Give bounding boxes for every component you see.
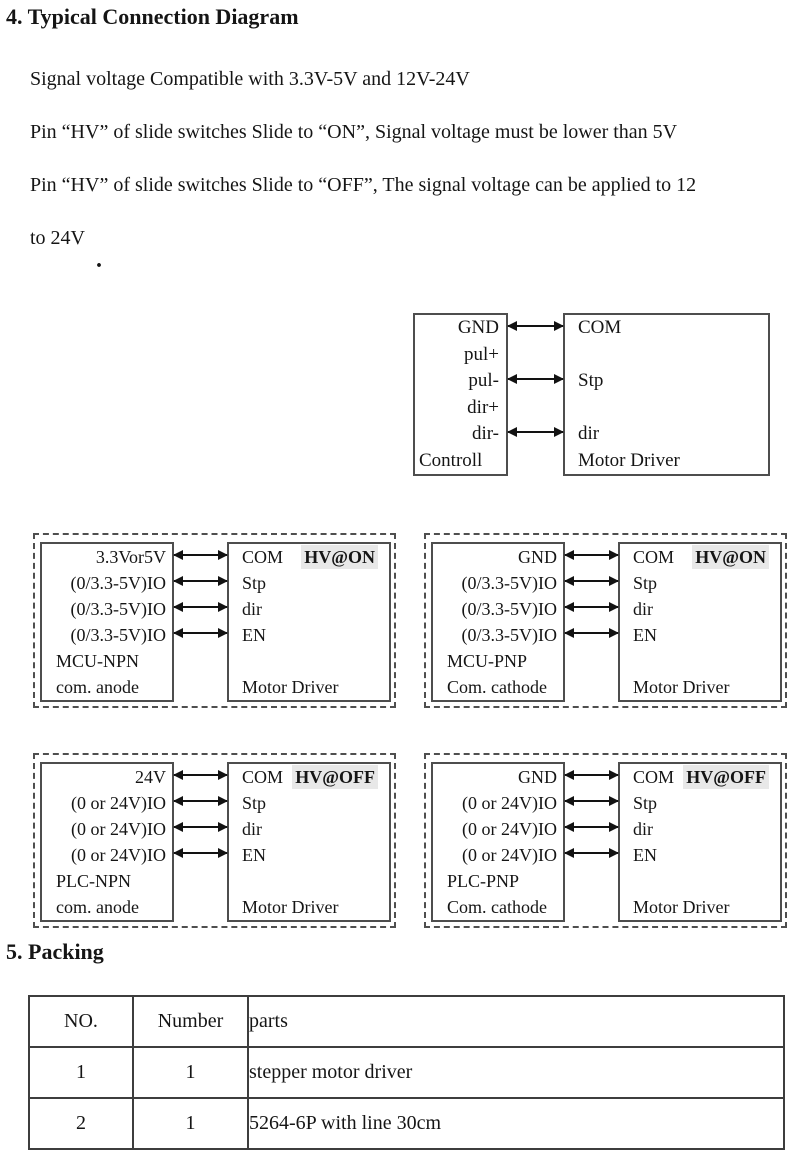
table-row (29, 1047, 784, 1098)
bidirectional-arrow (174, 826, 227, 828)
controller-box (413, 313, 508, 476)
table-header-cell: NO. (29, 996, 133, 1047)
box-subtitle: com. anode (56, 677, 139, 697)
box-title: Controll (419, 449, 483, 471)
box-subtitle: Com. cathode (447, 677, 547, 697)
mcu-npn-box (40, 542, 174, 702)
pin-label: Stp (242, 573, 267, 593)
intro-paragraphs (30, 53, 696, 265)
box-title: Motor Driver (578, 449, 680, 471)
diagram-mcu-npn (33, 533, 396, 708)
pin-label: (0 or 24V)IO (71, 845, 166, 865)
table-cell: stepper motor driver (248, 1047, 784, 1098)
pin-label: COM (578, 317, 622, 338)
pin-label: (0 or 24V)IO (71, 793, 166, 813)
pin-label: 3.3Vor5V (95, 547, 166, 567)
bidirectional-arrow (565, 852, 618, 854)
pin-label: Stp (633, 573, 658, 593)
table-cell: 1 (133, 1047, 248, 1098)
pin-label: GND (518, 767, 557, 787)
pin-label: EN (633, 845, 657, 865)
pin-label: 24V (135, 767, 166, 787)
pin-label: Stp (633, 793, 658, 813)
box-title: PLC-NPN (56, 871, 132, 891)
box-title: Motor Driver (242, 677, 339, 697)
pin-label: (0 or 24V)IO (71, 819, 166, 839)
hv-mode-badge: HV@OFF (683, 765, 769, 789)
pin-label: EN (633, 625, 657, 645)
bidirectional-arrow (174, 800, 227, 802)
bidirectional-arrow (565, 554, 618, 556)
pin-label: COM (242, 547, 284, 567)
bidirectional-arrow (174, 632, 227, 634)
pin-label: dir (633, 819, 653, 839)
pin-label: dir (578, 423, 600, 444)
hv-mode-badge: HV@OFF (292, 765, 378, 789)
bidirectional-arrow (565, 632, 618, 634)
box-title: MCU-NPN (56, 651, 140, 671)
bidirectional-arrow (565, 800, 618, 802)
plc-pnp-box (431, 762, 565, 922)
paragraph-line: Signal voltage Compatible with 3.3V-5V and 12V-24V (30, 68, 470, 90)
bidirectional-arrow (174, 774, 227, 776)
pin-label: pul+ (464, 343, 499, 365)
box-title: Motor Driver (633, 677, 730, 697)
stray-period: . (96, 247, 102, 273)
motor-driver-box (563, 313, 770, 476)
pin-label: (0/3.3-5V)IO (461, 625, 557, 645)
mcu-pnp-box (431, 542, 565, 702)
bidirectional-arrow (174, 554, 227, 556)
table-cell: 1 (29, 1047, 133, 1098)
pin-label: pul- (468, 370, 499, 391)
pin-label: COM (633, 767, 675, 787)
table-header-row (29, 996, 784, 1047)
bidirectional-arrow (174, 580, 227, 582)
table-cell: 2 (29, 1098, 133, 1149)
table-cell: 5264-6P with line 30cm (248, 1098, 784, 1149)
paragraph-line: to 24V (30, 227, 85, 249)
diagram-controller-motor-driver (413, 313, 770, 476)
motor-driver-box (227, 542, 391, 702)
pin-label: GND (457, 317, 499, 338)
box-subtitle: Com. cathode (447, 897, 547, 917)
box-subtitle: com. anode (56, 897, 139, 917)
pin-label: (0/3.3-5V)IO (461, 573, 557, 593)
pin-label: EN (242, 845, 266, 865)
paragraph-line: Pin “HV” of slide switches Slide to “OFF”, The signal voltage can be applied to 12 (30, 174, 697, 196)
pin-label: COM (242, 767, 284, 787)
pin-label: (0/3.3-5V)IO (70, 573, 166, 593)
pin-label: dir (242, 819, 262, 839)
bidirectional-arrow (565, 606, 618, 608)
pin-label: dir (633, 599, 653, 619)
pin-label: Stp (578, 370, 604, 391)
bidirectional-arrow (508, 431, 563, 433)
box-title: Motor Driver (633, 897, 730, 917)
bidirectional-arrow (565, 826, 618, 828)
box-title: Motor Driver (242, 897, 339, 917)
pin-label: GND (518, 547, 557, 567)
bidirectional-arrow (174, 606, 227, 608)
pin-label: (0/3.3-5V)IO (461, 599, 557, 619)
plc-npn-box (40, 762, 174, 922)
pin-label: dir (242, 599, 262, 619)
table-cell: 1 (133, 1098, 248, 1149)
box-title: MCU-PNP (447, 651, 528, 671)
hv-mode-badge: HV@ON (692, 545, 769, 569)
paragraph-line: Pin “HV” of slide switches Slide to “ON”, Signal voltage must be lower than 5V (30, 121, 678, 143)
bidirectional-arrow (174, 852, 227, 854)
pin-label: (0 or 24V)IO (462, 845, 557, 865)
pin-label: (0 or 24V)IO (462, 819, 557, 839)
diagram-mcu-pnp (424, 533, 787, 708)
bidirectional-arrow (565, 774, 618, 776)
bidirectional-arrow (508, 378, 563, 380)
bidirectional-arrow (565, 580, 618, 582)
pin-label: (0/3.3-5V)IO (70, 599, 166, 619)
pin-label: (0/3.3-5V)IO (70, 625, 166, 645)
box-title: PLC-PNP (447, 871, 520, 891)
section5-heading: 5. Packing (6, 939, 104, 964)
hv-mode-badge: HV@ON (301, 545, 378, 569)
pin-label: dir+ (467, 396, 499, 418)
pin-label: (0 or 24V)IO (462, 793, 557, 813)
pin-label: COM (633, 547, 675, 567)
pin-label: dir- (471, 423, 499, 444)
section4-heading: 4. Typical Connection Diagram (6, 4, 299, 29)
packing-table (28, 995, 785, 1150)
diagram-plc-npn (33, 753, 396, 928)
motor-driver-box (227, 762, 391, 922)
motor-driver-box (618, 762, 782, 922)
table-header-cell: Number (133, 996, 248, 1047)
table-header-cell: parts (248, 996, 784, 1047)
bidirectional-arrow (508, 325, 563, 327)
pin-label: EN (242, 625, 266, 645)
motor-driver-box (618, 542, 782, 702)
diagram-plc-pnp (424, 753, 787, 928)
table-row (29, 1098, 784, 1149)
pin-label: Stp (242, 793, 267, 813)
